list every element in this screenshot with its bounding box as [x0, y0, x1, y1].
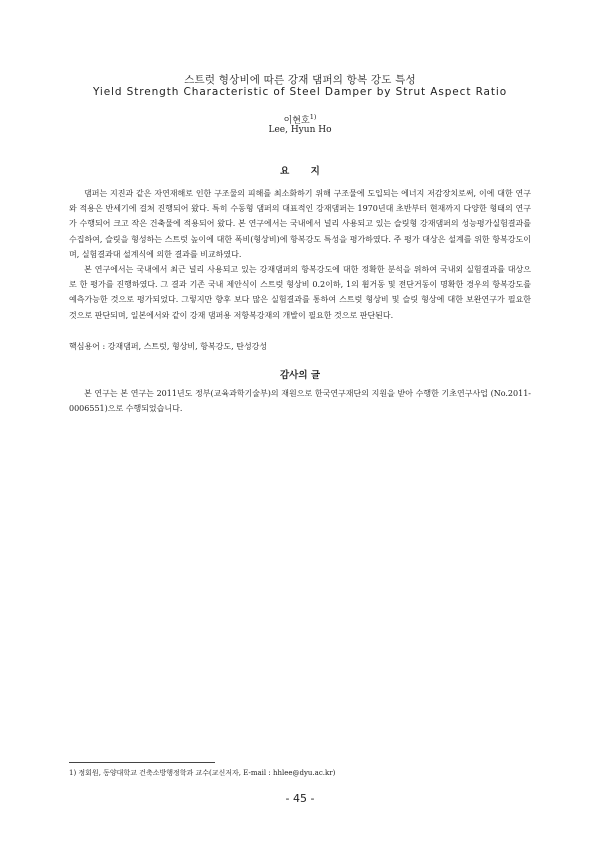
author-korean-name: 이현호 [283, 116, 310, 126]
abstract-paragraph-2: 본 연구에서는 국내에서 최근 널리 사용되고 있는 강재댐퍼의 항복강도에 대한 정확한 분석을 위하여 국내외 실험결과를 대상으로 한 평가를 진행하였다. 그 결과 기존 국내 제안식이 스트럿 형상비 0.2이하, 1의 휨거동 및 전단거동이 명확한 경우의 항복강도를 예측가능한 것으로 평가되었다. 그렇지만 향후 보다 많은 실험결과를 통하여 스트럿 형상비 및 슬릿 형상에 대한 보완연구가 필요한 것으로 판단되며, 일본에서와 같이 강재 댐퍼용 저항복강재의 개발이 필요한 것으로 판단된다. [69, 265, 531, 320]
title-korean: 스트럿 형상비에 따른 강재 댐퍼의 항복 강도 특성 [184, 74, 416, 86]
acknowledgement-body [69, 386, 531, 416]
title-english: Yield Strength Characteristic of Steel Damper by Strut Aspect Ratio [92, 86, 508, 98]
keywords: 핵심용어 : 강재댐퍼, 스트럿, 형상비, 항복강도, 탄성강성 [69, 342, 268, 351]
abstract-body [69, 186, 531, 323]
abstract-heading: 요 지 [280, 166, 320, 177]
author-english: Lee, Hyun Ho [268, 125, 332, 135]
footnote-divider [69, 762, 215, 763]
abstract-paragraph-1: 댐퍼는 지진과 같은 자연재해로 인한 구조물의 피해를 최소화하기 위해 구조물에 도입되는 에너지 저감장치로써, 이에 대한 연구와 적용은 반세기에 걸쳐 진행되어 왔다. 특히 수동형 댐퍼의 대표적인 강재댐퍼는 1970년대 초반부터 현재까지 다양한 형태의 연구가 수행되어 크고 작은 건축물에 적용되어 왔다. 본 연구에서는 국내에서 널리 사용되고 있는 슬릿형 강재댐퍼의 성능평가실험결과를 수집하여, 슬릿을 형성하는 스트럿 높이에 대한 폭비(형상비)에 항복강도 특성을 평가하였다. 주 평가 대상은 설계를 위한 항복강도이며, 실험결과대 설계식에 의한 결과를 비교하였다. [69, 189, 531, 259]
acknowledgement-paragraph: 본 연구는 본 연구는 2011년도 정부(교육과학기술부)의 재원으로 한국연구재단의 지원을 받아 수행한 기초연구사업 (No.2011-0006551)으로 수행되었습니다. [69, 389, 531, 414]
author-footnote-marker: 1) [309, 113, 317, 121]
page-number: - 45 - [285, 792, 315, 805]
acknowledgement-heading: 감사의 글 [279, 370, 320, 381]
footnote: 1) 정회원, 동양대학교 건축소방행정학과 교수(교신저자, E-mail : hhlee@dyu.ac.kr) [69, 769, 336, 777]
